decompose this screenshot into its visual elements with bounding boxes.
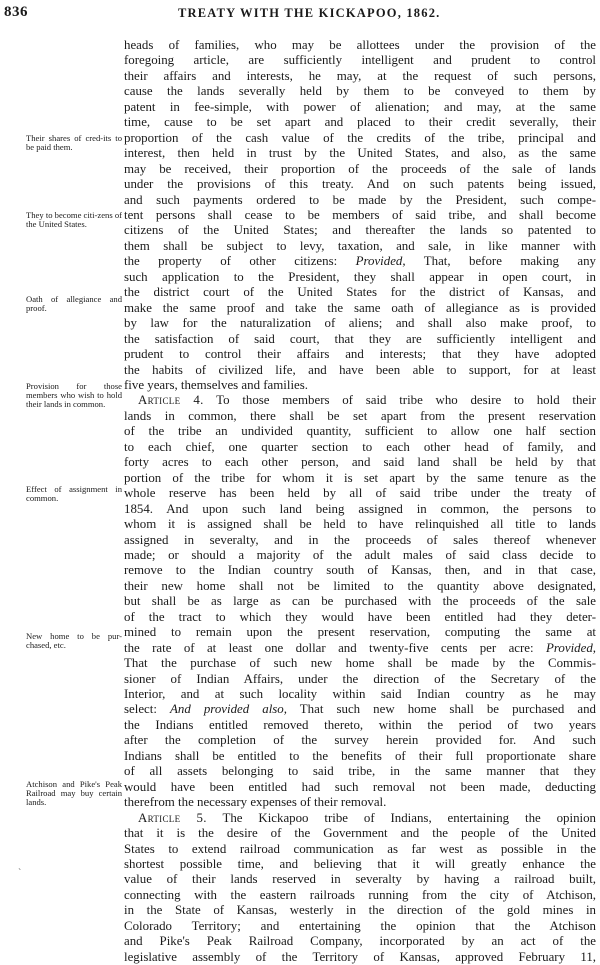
and-provided-also-italic: And provided also, [170, 702, 287, 717]
text-line: whole reserve has been held by all of said tribe under the treaty of [124, 486, 596, 501]
text-line: their affairs and interests, he may, at the request of such persons, [124, 68, 596, 83]
text-line: citizens of the United States; and thereafter the lands so patented to [124, 223, 596, 238]
text-run: select: [124, 702, 157, 717]
text-line: under the provisions of this treaty. And on such patents being issued, [124, 177, 596, 192]
margin-note-shares-of-credits: Their shares of cred-its to be paid them. [26, 133, 122, 152]
margin-note-lands-in-common: Provision for those members who wish to hold their lands in common. [26, 381, 122, 409]
article-4-heading-line [124, 393, 596, 408]
text-line: the habits of civilized life, and have been able to support, for at least [124, 362, 596, 377]
text-line: make the same proof and take the same oath of allegiance as is provided [124, 300, 596, 315]
text-line: such application to the President, they shall appear in open court, in [124, 269, 596, 284]
text-line: their new home shall not be limited to the quantity above designated, [124, 578, 596, 593]
page-number: 836 [4, 4, 28, 20]
text-line: by law for the naturalization of aliens; and shall also make proof, to [124, 316, 596, 331]
text-line: of the tract to which they would have been entitled had they deter- [124, 609, 596, 624]
text-line: heads of families, who may be allottees under the provision of the [124, 38, 596, 52]
text-line: proportion of the cash value of the credits of the tribe, principal and [124, 130, 596, 145]
text-line: but shall be as large as can be purchased with the proceeds of the sale [124, 594, 596, 609]
text-line: interest, then held in trust by the United States, and also, as the same [124, 146, 596, 161]
text-line: and Pike's Peak Railroad Company, incorporated by an act of the [124, 934, 596, 949]
margin-note-new-home: New home to be pur-chased, etc. [26, 631, 122, 650]
margin-note-oath-of-allegiance: Oath of allegiance and proof. [26, 294, 122, 313]
stray-mark: ` [18, 868, 22, 879]
text-line: 1854. And upon such land being assigned in common, the persons to [124, 501, 596, 516]
text-line: the district court of the United States for the district of Kansas, and [124, 285, 596, 300]
text-line: Colorado Territory; and entertaining the opinion that the Atchison [124, 918, 596, 933]
text-line: connecting with the eastern railroads running from the city of Atchison, [124, 887, 596, 902]
text-line: tent persons shall cease to be members of said tribe, and shall become [124, 207, 596, 222]
text-line: time, cause to be set apart and placed to their credit severally, their [124, 115, 596, 130]
text-line: lands in common, there shall be set apart from the present reservation [124, 408, 596, 423]
text-line: and such payments ordered to be made by the President, such compe- [124, 192, 596, 207]
text-line: That the purchase of such new home shall be made by the Commis- [124, 656, 596, 671]
running-head: TREATY WITH THE KICKAPOO, 1862. [178, 6, 441, 20]
text-line-and-provided [124, 702, 596, 717]
text-line: remove to the Indian country south of Kansas, then, and in that case, [124, 563, 596, 578]
text-line: mined to remain upon the present reservation, computing the same at [124, 625, 596, 640]
margin-note-assignment-in-common: Effect of assignment in common. [26, 484, 122, 503]
text-line: legislative assembly of the Territory of Kansas, approved February 11, [124, 949, 596, 964]
text-line: assigned in severalty, and in the proceeds of sales thereof whenever [124, 532, 596, 547]
provided-italic: Provided, [355, 254, 406, 269]
text-line: cause the lands severally held by them to be conveyed to them by [124, 84, 596, 99]
text-line: made; or should a majority of the adult males of said class decide to [124, 547, 596, 562]
text-line: the Indians entitled removed thereto, within the period of two years [124, 717, 596, 732]
text-line: to each chief, one quarter section to each other head of family, and [124, 439, 596, 454]
text-line: of all assets belonging to said tribe, in the same manner that they [124, 764, 596, 779]
text-line-provided [124, 254, 596, 269]
text-line: the satisfaction of said court, that they are sufficiently intelligent and [124, 331, 596, 346]
text-line: portion of the tribe for whom it is set apart by the same tenure as the [124, 470, 596, 485]
text-line: patent in fee-simple, with power of alienation; and may, at the same [124, 99, 596, 114]
text-line: sioner of Indian Affairs, under the direction of the Secretary of the [124, 671, 596, 686]
text-line: them shall be subject to levy, taxation, and sale, in like manner with [124, 238, 596, 253]
text-line: foregoing article, are sufficiently intelligent and prudent to control [124, 53, 596, 68]
text-line: five years, themselves and families. [124, 377, 308, 392]
text-line: prudent to control their affairs and interests; that they have adopted [124, 347, 596, 362]
text-run: That such new home shall be purchased and [286, 702, 597, 717]
text-line: may be received, their proportion of the proceeds of the sale of lands [124, 161, 596, 176]
text-line: would have been entitled had such removal not been made, deducting [124, 779, 596, 794]
text-run: the property of other citizens: [124, 254, 338, 269]
text-line: in the State of Kansas, westerly in the direction of the gold mines in [124, 903, 596, 918]
provided-italic: Provided, [546, 640, 596, 655]
text-line: value of their lands reserved in severalty by having a railroad built, [124, 872, 596, 887]
margin-note-atchison-railroad: Atchison and Pike's Peak Railroad may buy certain lands. [26, 779, 122, 807]
article-5-heading-line [124, 811, 596, 826]
text-run: The Kickapoo tribe of Indians, entertaining the opinion [222, 810, 596, 825]
text-line-provided [124, 641, 596, 656]
text-line: that it is the desire of the Government and the people of the United [124, 826, 596, 841]
text-line: therefrom the necessary expenses of their removal. [124, 795, 387, 810]
article-4-label: Article 4. [138, 393, 204, 408]
text-run: To those members of said tribe who desire to hold their [216, 393, 597, 408]
text-line: whom it is assigned shall be held to have relinquished all title to lands [124, 517, 596, 532]
text-line: after the completion of the survey herein provided for. And such [124, 733, 596, 748]
text-line: of the tribe an undivided quantity, sufficient to allow one half section [124, 424, 596, 439]
text-line: forty acres to each other person, and said land shall be held by that [124, 455, 596, 470]
text-run: the rate of at least one dollar and twenty-five cents per acre: [124, 640, 534, 655]
margin-note-become-citizens: They to become citi-zens of the United States. [26, 210, 122, 229]
text-line: Indians shall be entitled to the benefits of their full proportionate share [124, 748, 596, 763]
main-text [124, 38, 596, 965]
article-5-label: Article 5. [138, 810, 207, 825]
text-line: States to extend railroad communication as far west as possible in the [124, 841, 596, 856]
text-run: That, before making any [405, 254, 596, 269]
text-line: shortest possible time, and believing that it will greatly enhance the [124, 857, 596, 872]
text-line: Interior, and at such locality within said Indian country as he may [124, 687, 596, 702]
